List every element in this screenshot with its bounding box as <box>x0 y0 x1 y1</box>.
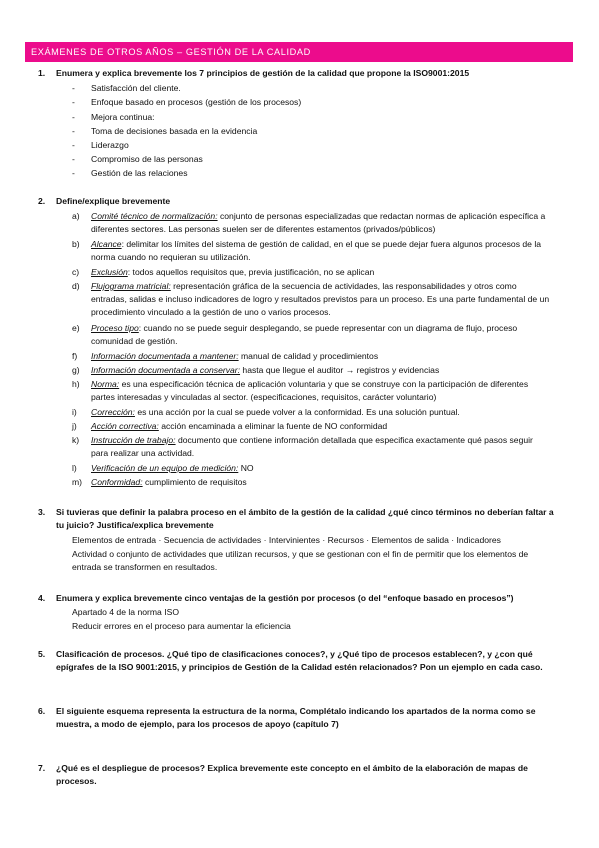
definition-term: Información documentada a conservar: <box>91 365 241 375</box>
definition-text: : delimitar los límites del sistema de gestión de calidad, en el que se puede dejar fuera algunos procesos de la norma cuando no requieran su utilización. <box>91 239 542 262</box>
item-marker: d) <box>72 281 80 291</box>
definition-text: conjunto de personas especializadas que redactan normas de aplicación específica a diferentes sectores. Las personas suelen ser de diferentes estamentos (privados/públicos) <box>91 211 546 234</box>
q2-definition-item <box>72 266 550 279</box>
definition-term: Información documentada a mantener: <box>91 351 239 361</box>
q2-definition-item <box>72 476 550 489</box>
item-marker: h) <box>72 379 80 389</box>
item-marker: i) <box>72 407 77 417</box>
item-body <box>91 266 550 279</box>
item-marker: c) <box>72 267 80 277</box>
bullet-marker: - <box>72 168 75 178</box>
q2-definition-item <box>72 406 550 419</box>
definition-text: representación gráfica de la secuencia de actividades, las responsabilidades y otros como entradas, salidas e incluso indicadores de logro y resultados previstos para un proceso. Es una parte fundamental de un procedimiento vinculado a la gestión de uno o varios procesos. <box>91 281 550 317</box>
q2-definition-item <box>72 378 550 404</box>
bullet-marker: - <box>72 83 75 93</box>
question-4 <box>38 592 556 605</box>
q4-answer-2: Reducir errores en el proceso para aumentar la eficiencia <box>72 621 291 631</box>
bullet-text: Liderazgo <box>91 140 129 150</box>
item-body <box>91 378 550 404</box>
bullet-text: Enfoque basado en procesos (gestión de los procesos) <box>91 97 302 107</box>
q2-definition-item <box>72 364 550 377</box>
bullet-marker: - <box>72 126 75 136</box>
item-marker: j) <box>72 421 77 431</box>
question-number: 4. <box>38 593 46 603</box>
section-header-banner <box>25 42 573 62</box>
question-text: Enumera y explica brevemente los 7 principios de gestión de la calidad que propone la ISO9001:2015 <box>56 68 470 78</box>
question-text: Clasificación de procesos. ¿Qué tipo de clasificaciones conoces?, y ¿Qué tipo de procesos establecen?, y ¿con qué epígrafes de la ISO 9001:2015, y principios de Gestión de la Calidad estén relacionados? Pon un ejemplo en cada caso. <box>56 649 543 672</box>
item-body <box>91 364 550 377</box>
definition-term: Comité técnico de normalización: <box>91 211 218 221</box>
item-marker: b) <box>72 239 80 249</box>
definition-term: Conformidad: <box>91 477 143 487</box>
item-body <box>91 462 550 475</box>
section-title: EXÁMENES DE OTROS AÑOS – GESTIÓN DE LA CALIDAD <box>31 47 311 57</box>
definition-term: Norma: <box>91 379 120 389</box>
q2-definition-item <box>72 462 550 475</box>
bullet-text: Compromiso de las personas <box>91 154 203 164</box>
q2-definition-item <box>72 434 550 460</box>
bullet-text: Toma de decisiones basada en la evidencia <box>91 126 258 136</box>
question-7 <box>38 762 556 788</box>
question-text: Define/explique brevemente <box>56 196 171 206</box>
item-body <box>91 406 550 419</box>
definition-text: : cuando no se puede seguir desplegando, se puede representar con un diagrama de flujo, proceso comunidad de gestión. <box>91 323 518 346</box>
definition-text: : todos aquellos requisitos que, previa justificación, no se aplican <box>127 267 375 277</box>
definition-term: Proceso tipo <box>91 323 139 333</box>
item-body <box>91 476 550 489</box>
q2-definition-item <box>72 420 550 433</box>
definition-term: Flujograma matricial: <box>91 281 171 291</box>
item-body <box>91 420 550 433</box>
q2-definition-item <box>72 350 550 363</box>
definition-term: Acción correctiva: <box>91 421 159 431</box>
question-number: 3. <box>38 507 46 517</box>
question-number: 1. <box>38 68 46 78</box>
definition-text: manual de calidad y procedimientos <box>238 351 379 361</box>
q2-definition-item <box>72 210 550 236</box>
item-marker: g) <box>72 365 80 375</box>
item-marker: f) <box>72 351 78 361</box>
question-number: 2. <box>38 196 46 206</box>
q2-definition-item <box>72 322 550 348</box>
definition-text: cumplimiento de requisitos <box>142 477 247 487</box>
definition-text: hasta que llegue el auditor → registros y evidencias <box>240 365 440 375</box>
bullet-text: Gestión de las relaciones <box>91 168 188 178</box>
definition-term: Verificación de un equipo de medición: <box>91 463 239 473</box>
definition-term: Instrucción de trabajo: <box>91 435 176 445</box>
bullet-marker: - <box>72 140 75 150</box>
question-number: 6. <box>38 706 46 716</box>
item-body <box>91 322 550 348</box>
item-marker: e) <box>72 323 80 333</box>
item-marker: m) <box>72 477 83 487</box>
definition-text: es una especificación técnica de aplicación voluntaria y que se construye con la participación de diferentes partes interesadas y vinculadas al sector. (especificaciones, requisitos, carácter voluntario) <box>91 379 529 402</box>
definition-term: Alcance <box>91 239 122 249</box>
question-text: Si tuvieras que definir la palabra proceso en el ámbito de la gestión de la calidad ¿qué cinco términos no deberían faltar a tu juicio? Justifica/explica brevemente <box>56 507 554 530</box>
definition-term: Exclusión <box>91 267 128 277</box>
question-number: 7. <box>38 763 46 773</box>
question-6 <box>38 705 556 731</box>
q2-definition-item <box>72 238 550 264</box>
item-body <box>91 350 550 363</box>
bullet-text: Mejora continua: <box>91 112 155 122</box>
item-marker: a) <box>72 211 80 221</box>
definition-text: acción encaminada a eliminar la fuente de NO conformidad <box>158 421 388 431</box>
item-body <box>91 434 550 460</box>
bullet-marker: - <box>72 112 75 122</box>
definition-term: Corrección: <box>91 407 135 417</box>
bullet-marker: - <box>72 97 75 107</box>
q4-answer-1: Apartado 4 de la norma ISO <box>72 607 180 617</box>
question-text: ¿Qué es el despliegue de procesos? Explica brevemente este concepto en el ámbito de la elaboración de mapas de procesos. <box>56 763 528 786</box>
bullet-text: Satisfacción del cliente. <box>91 83 181 93</box>
definition-text: es una acción por la cual se puede volver a la conformidad. Es una solución puntual. <box>134 407 460 417</box>
question-text: El siguiente esquema representa la estructura de la norma, Complétalo indicando los apartados de la norma como se muestra, a modo de ejemplo, para los procesos de apoyo (capítulo 7) <box>56 706 536 729</box>
definition-text: documento que contiene información detallada que especifica exactamente qué pasos seguir para realizar una actividad. <box>91 435 533 458</box>
question-number: 5. <box>38 649 46 659</box>
definition-text: NO <box>238 463 254 473</box>
item-marker: l) <box>72 463 77 473</box>
item-body <box>91 210 550 236</box>
question-1 <box>38 67 556 80</box>
question-5 <box>38 648 556 674</box>
item-body <box>91 238 550 264</box>
question-text: Enumera y explica brevemente cinco ventajas de la gestión por procesos (o del “enfoque basado en procesos”) <box>56 593 514 603</box>
bullet-marker: - <box>72 154 75 164</box>
question-3 <box>38 506 556 532</box>
q3-answer-definition: Actividad o conjunto de actividades que utilizan recursos, y que se gestionan con el fin de permitir que los elementos de entrada se transformen en resultados. <box>72 549 529 572</box>
q2-definition-item <box>72 280 550 319</box>
item-marker: k) <box>72 435 80 445</box>
item-body <box>91 280 550 319</box>
q3-answer-terms: Elementos de entrada · Secuencia de actividades · Intervinientes · Recursos · Elementos de salida · Indicadores <box>72 535 501 545</box>
question-2 <box>38 195 556 208</box>
